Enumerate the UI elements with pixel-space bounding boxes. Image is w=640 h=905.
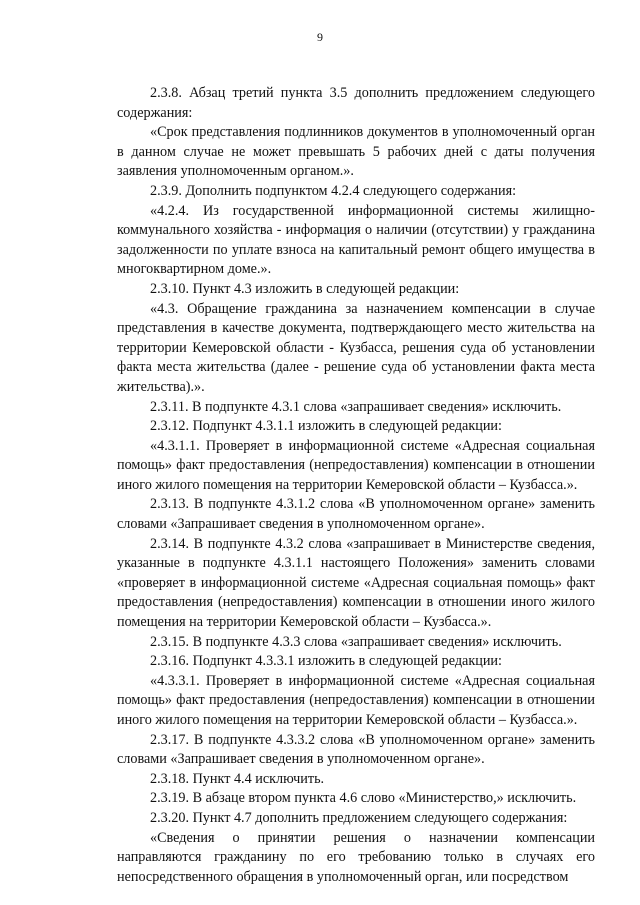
paragraph-quote-4-7: «Сведения о принятии решения о назначении компенсации направляются гражданину по его требованию только в случаях его непосредственного обращения в уполномоченный орган, или посредством [117, 829, 595, 885]
document-body [117, 84, 595, 887]
page-number: 9 [317, 30, 323, 44]
paragraph-2-3-15: 2.3.15. В подпункте 4.3.3 слова «запрашивает сведения» исключить. [150, 633, 562, 650]
paragraph-2-3-10: 2.3.10. Пункт 4.3 изложить в следующей редакции: [150, 280, 460, 297]
paragraph-quote-4-2-4: «4.2.4. Из государственной информационной системы жилищно-коммунального хозяйства - информация о наличии (отсутствии) у гражданина задолженности по уплате взноса на капитальный ремонт общего имущества в многоквартирном доме.». [117, 202, 595, 278]
paragraph-2-3-16: 2.3.16. Подпункт 4.3.3.1 изложить в следующей редакции: [150, 653, 502, 670]
paragraph-2-3-20: 2.3.20. Пункт 4.7 дополнить предложением следующего содержания: [150, 809, 568, 826]
paragraph-quote-3-5: «Срок представления подлинников документов в уполномоченный орган в данном случае не может превышать 5 рабочих дней с даты получения заявления уполномоченным органом.». [117, 124, 595, 180]
paragraph-quote-4-3-3-1: «4.3.3.1. Проверяет в информационной системе «Адресная социальная помощь» факт предоставления (непредоставления) компенсации в отношении иного жилого помещения на территории Кемеровской области – Кузбасса.». [117, 672, 595, 728]
paragraph-2-3-17: 2.3.17. В подпункте 4.3.3.2 слова «В уполномоченном органе» заменить словами «Запрашивает сведения в уполномоченном органе». [117, 731, 595, 768]
paragraph-2-3-14: 2.3.14. В подпункте 4.3.2 слова «запрашивает в Министерстве сведения, указанные в подпункте 4.3.1.1 настоящего Положения» заменить словами «проверяет в информационной системе «Адресная социальная помощь» факт предоставления (непредоставления) компенсации в отношении иного жилого помещения на территории Кемеровской области – Кузбасса.». [117, 535, 595, 631]
paragraph-quote-4-3-1-1: «4.3.1.1. Проверяет в информационной системе «Адресная социальная помощь» факт предоставления (непредоставления) компенсации в отношении иного жилого помещения на территории Кемеровской области – Кузбасса.». [117, 437, 595, 493]
paragraph-2-3-11: 2.3.11. В подпункте 4.3.1 слова «запрашивает сведения» исключить. [150, 398, 562, 415]
paragraph-2-3-8: 2.3.8. Абзац третий пункта 3.5 дополнить предложением следующего содержания: [117, 85, 595, 121]
paragraph-2-3-9: 2.3.9. Дополнить подпунктом 4.2.4 следующего содержания: [150, 182, 517, 199]
paragraph-2-3-13: 2.3.13. В подпункте 4.3.1.2 слова «В уполномоченном органе» заменить словами «Запрашивает сведения в уполномоченном органе». [117, 496, 595, 533]
paragraph-2-3-18: 2.3.18. Пункт 4.4 исключить. [150, 770, 325, 787]
paragraph-2-3-12: 2.3.12. Подпункт 4.3.1.1 изложить в следующей редакции: [150, 418, 502, 435]
paragraph-quote-4-3: «4.3. Обращение гражданина за назначением компенсации в случае представления в качестве документа, подтверждающего место жительства на территории Кемеровской области - Кузбасса, решения суда об установлении факта места жительства (далее - решение суда об установлении факта места жительства).». [117, 300, 595, 395]
paragraph-2-3-19: 2.3.19. В абзаце втором пункта 4.6 слово «Министерство,» исключить. [150, 790, 577, 807]
